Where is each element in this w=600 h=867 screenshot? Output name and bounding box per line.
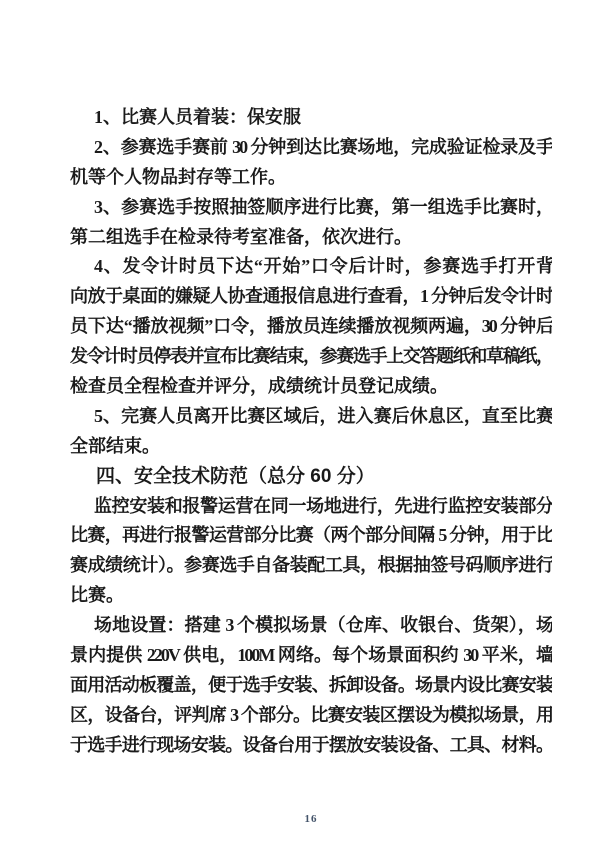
doc-line-list-item-5: 5、完赛人员离开比赛区域后，进入赛后休息区，直至比赛 (94, 405, 552, 426)
doc-line: 全部结束。 (70, 435, 160, 456)
document-text-block (70, 103, 552, 761)
doc-line: 员下达“播放视频”口令，播放员连续播放视频两遍，30 分钟后 (70, 316, 552, 337)
doc-line-list-item-3: 3、参赛选手按照抽签顺序进行比赛，第一组选手比赛时， (94, 196, 552, 217)
doc-line: 检查员全程检查并评分，成绩统计员登记成绩。 (70, 376, 448, 397)
doc-line: 比赛。 (70, 585, 124, 606)
doc-line: 面用活动板覆盖，便于选手安装、拆卸设备。场景内设比赛安装 (70, 674, 552, 695)
doc-line-paragraph-start: 监控安装和报警运营在同一场地进行，先进行监控安装部分 (94, 495, 552, 516)
doc-line: 区，设备台，评判席 3 个部分。比赛安装区摆设为模拟场景，用 (70, 704, 552, 725)
doc-line: 发令计时员停表并宣布比赛结束，参赛选手上交答题纸和草稿纸， (70, 346, 552, 367)
doc-line-list-item-1: 1、比赛人员着装：保安服 (94, 107, 301, 127)
page-number: 16 (304, 813, 318, 825)
doc-line: 向放于桌面的嫌疑人协查通报信息进行查看，1 分钟后发令计时 (70, 286, 552, 307)
doc-line: 赛成绩统计）。参赛选手自备装配工具，根据抽签号码顺序进行 (70, 555, 552, 576)
doc-line: 比赛，再进行报警运营部分比赛（两个部分间隔 5 分钟，用于比 (70, 525, 552, 546)
doc-line: 于选手进行现场安装。设备台用于摆放安装设备、工具、材料。 (70, 734, 552, 755)
section-heading: 四、安全技术防范（总分 60 分） (96, 465, 375, 487)
doc-line-list-item-4: 4、发令计时员下达“开始”口令后计时，参赛选手打开背 (94, 256, 552, 277)
doc-line: 机等个人物品封存等工作。 (70, 166, 286, 187)
doc-line-list-item-2: 2、参赛选手赛前 30 分钟到达比赛场地，完成验证检录及手 (94, 136, 552, 157)
doc-line: 第二组选手在检录待考室准备，依次进行。 (70, 226, 412, 247)
doc-line: 景内提供 220V 供电，100M 网络。每个场景面积约 30 平米，墙 (70, 645, 552, 666)
doc-line-paragraph-start: 场地设置：搭建 3 个模拟场景（仓库、收银台、货架），场 (94, 615, 552, 636)
